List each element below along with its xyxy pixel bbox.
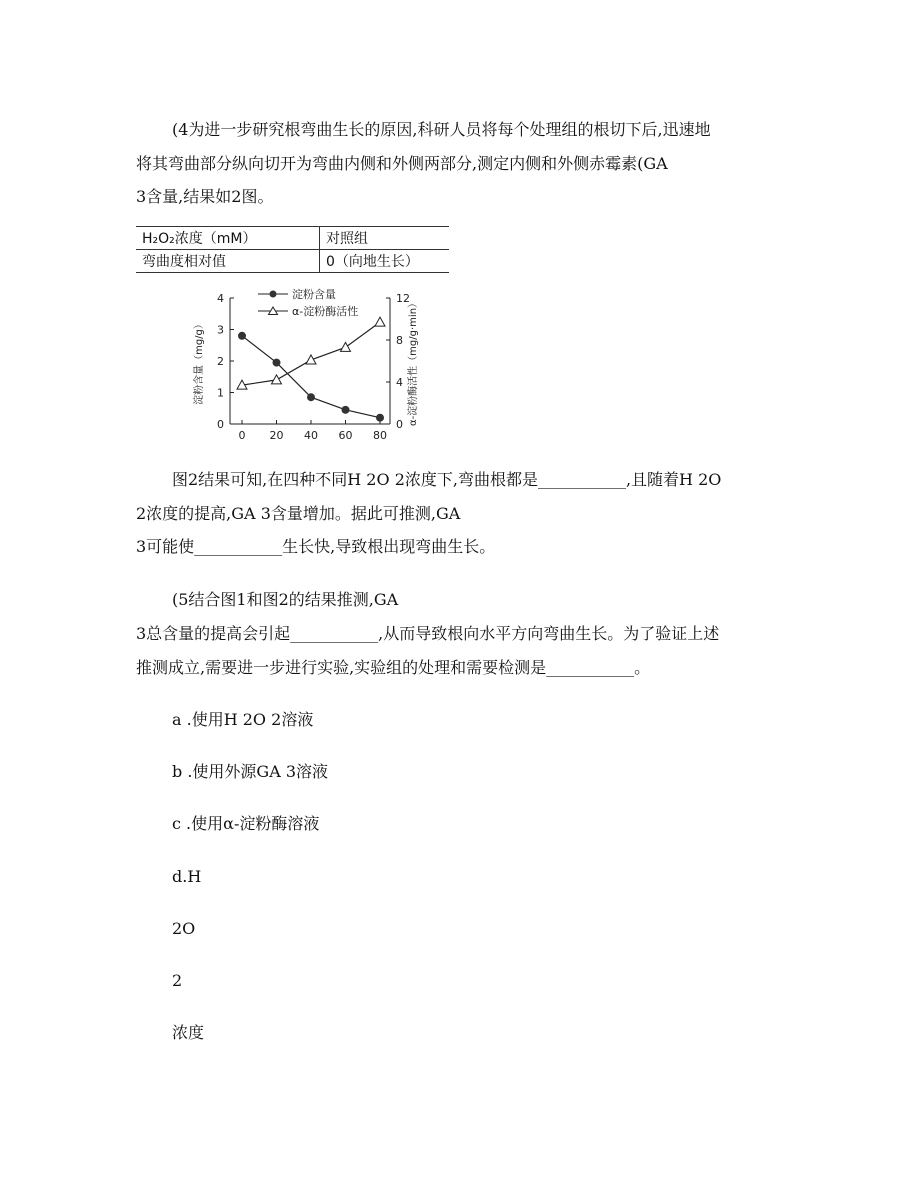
legend <box>258 287 358 318</box>
q4-line-1: (4为进一步研究根弯曲生长的原因,科研人员将每个处理组的根切下后,迅速地 <box>172 120 711 139</box>
fig2-line-1: 图2结果可知,在四种不同H 2O 2浓度下,弯曲根都是___________,且随着H 2O <box>172 470 722 489</box>
data-point-amylase <box>272 375 282 384</box>
table-row <box>136 250 449 273</box>
option-a: a .使用H 2O 2溶液 <box>172 710 314 729</box>
data-point-amylase <box>306 355 316 364</box>
option-d-part-1: d.H <box>172 867 202 886</box>
q5-line-3: 推测成立,需要进一步进行实验,实验组的处理和需要检测是___________。 <box>136 658 651 677</box>
fig2-line-2: 2浓度的提高,GA 3含量增加。据此可推测,GA <box>136 504 461 523</box>
h2o2-table <box>136 226 449 273</box>
data-point-starch <box>307 393 315 401</box>
q4-line-2: 将其弯曲部分纵向切开为弯曲内侧和外侧两部分,测定内侧和外侧赤霉素(GA <box>136 154 668 173</box>
x-tick-label: 40 <box>304 429 318 442</box>
table-cell-h2o2-label: H₂O₂浓度（mM） <box>136 227 320 250</box>
table-cell-control: 对照组 <box>320 227 450 250</box>
legend-label-amylase: α-淀粉酶活性 <box>292 305 359 318</box>
y-left-tick-label: 0 <box>217 418 224 431</box>
legend-marker-starch <box>270 291 277 298</box>
table-row <box>136 227 449 250</box>
x-tick-label: 0 <box>238 429 246 442</box>
data-point-starch <box>238 332 246 340</box>
y-right-axis-label: α-淀粉酶活性（mg/g·min） <box>408 297 419 427</box>
option-c: c .使用α-淀粉酶溶液 <box>172 814 320 833</box>
option-d-part-3: 2 <box>172 971 183 990</box>
q4-line-3: 3含量,结果如2图。 <box>136 187 274 206</box>
data-point-starch <box>376 414 384 422</box>
table-cell-curvature-label: 弯曲度相对值 <box>136 250 320 273</box>
series-line-0 <box>242 336 380 418</box>
y-left-axis-label: 淀粉含量（mg/g） <box>194 319 205 405</box>
y-left-tick-label: 2 <box>217 355 224 368</box>
x-tick-label: 80 <box>373 429 387 442</box>
chart-markers <box>237 317 385 422</box>
y-right-tick-label: 4 <box>396 376 403 389</box>
x-tick-label: 60 <box>338 429 353 442</box>
y-right-tick-label: 8 <box>396 334 403 347</box>
option-b: b .使用外源GA 3溶液 <box>172 762 329 781</box>
figure-2-chart <box>180 284 430 444</box>
data-point-starch <box>273 359 281 367</box>
fig2-line-3: 3可能使___________生长快,导致根出现弯曲生长。 <box>136 537 496 556</box>
data-point-starch <box>342 406 350 414</box>
q5-line-2: 3总含量的提高会引起___________,从而导致根向水平方向弯曲生长。为了验证上述 <box>136 624 720 643</box>
y-left-tick-label: 1 <box>217 386 224 400</box>
legend-label-starch: 淀粉含量 <box>292 288 336 301</box>
option-d-part-4: 浓度 <box>172 1023 205 1042</box>
data-point-amylase <box>341 342 351 351</box>
y-left-tick-label: 3 <box>217 323 224 337</box>
y-right-tick-label: 12 <box>396 292 410 305</box>
q5-line-1: (5结合图1和图2的结果推测,GA <box>172 590 399 609</box>
chart-series-lines <box>242 322 380 418</box>
table-cell-curvature-value: 0（向地生长） <box>320 250 450 273</box>
data-point-amylase <box>375 317 385 326</box>
x-tick-label: 20 <box>269 429 284 442</box>
y-right-tick-label: 0 <box>396 418 403 431</box>
y-left-tick-label: 4 <box>217 292 224 305</box>
series-line-1 <box>242 322 380 385</box>
option-d-part-2: 2O <box>172 919 196 938</box>
